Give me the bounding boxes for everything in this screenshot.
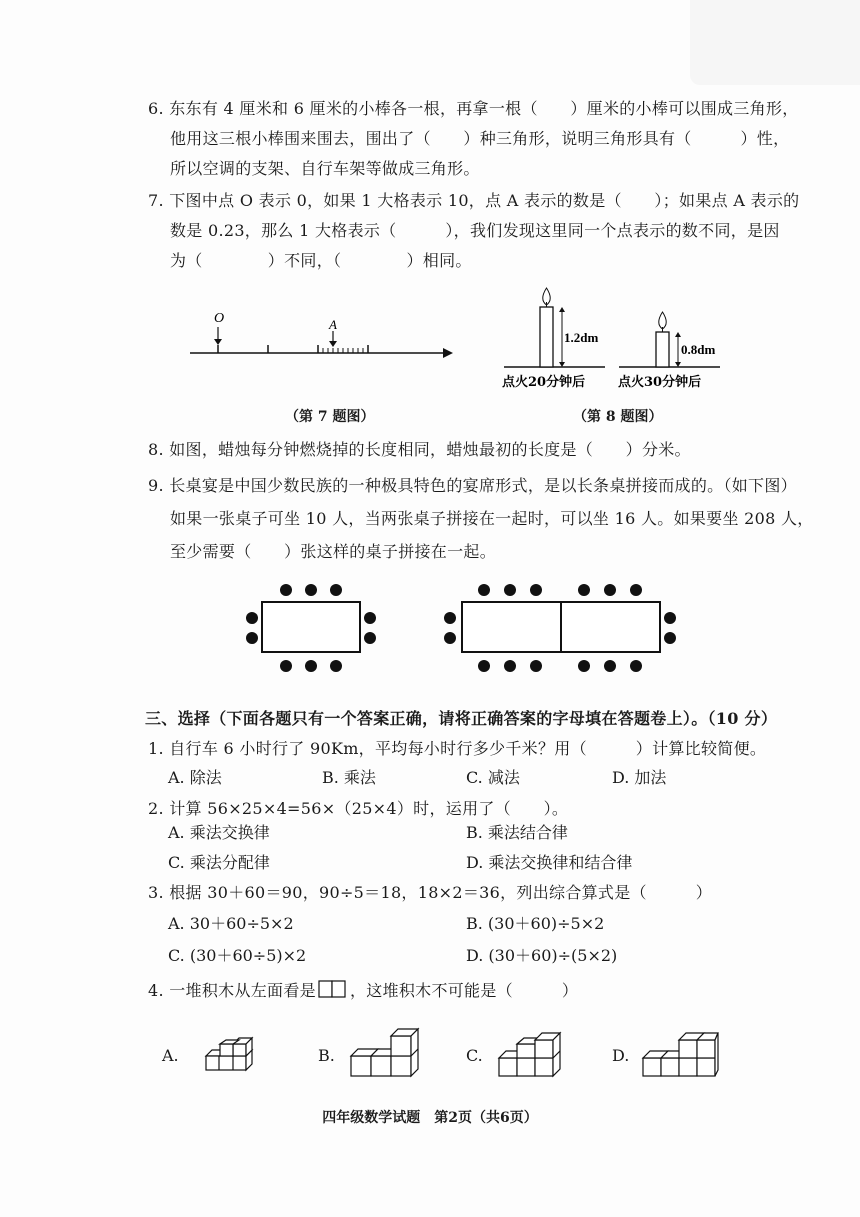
- c3-option-a: A. 30＋60÷5×2: [168, 914, 294, 933]
- c2-option-c: C. 乘法分配律: [168, 853, 270, 872]
- c4-option-b-label: B.: [318, 1046, 335, 1065]
- c4-option-a-label: A.: [162, 1046, 179, 1065]
- number-line-figure: [185, 305, 460, 375]
- q6-line-3: 所以空调的支架、自行车架等做成三角形。: [170, 159, 480, 178]
- c2-stem: 2. 计算 56×25×4=56×（25×4）时，运用了（ ）。: [148, 799, 569, 818]
- c4-option-b-cubes: [348, 1022, 420, 1084]
- q9-line-1: 9. 长桌宴是中国少数民族的一种极具特色的宴席形式，是以长条桌拼接而成的。（如下图）: [148, 476, 797, 495]
- corner-shade: [690, 0, 860, 85]
- q6-line-1: 6. 东东有 4 厘米和 6 厘米的小棒各一根，再拿一根（ ）厘米的小棒可以围成三角形，: [148, 99, 799, 118]
- c2-option-b: B. 乘法结合律: [466, 823, 568, 842]
- c4-option-d-label: D.: [612, 1046, 630, 1065]
- c3-option-b: B. (30＋60)÷5×2: [466, 914, 605, 933]
- c4-option-a-cubes: [203, 1036, 259, 1076]
- candle2-height: 0.8dm: [681, 342, 716, 357]
- c4-option-c-cubes: [496, 1022, 568, 1084]
- candle2-time: 点火30分钟后: [618, 375, 702, 390]
- c4-stem-after: ，这堆积木不可能是（ ）: [349, 981, 579, 1000]
- q7-line-3: 为（ ）不同，（ ）相同。: [170, 251, 472, 270]
- candle1-time: 点火20分钟后: [502, 375, 586, 390]
- c4-stem: [148, 978, 578, 1004]
- c3-stem: 3. 根据 30＋60＝90，90÷5＝18，18×2＝36，列出综合算式是（ ）: [148, 883, 713, 902]
- c1-option-d: D. 加法: [612, 768, 667, 787]
- c1-option-b: B. 乘法: [322, 768, 376, 787]
- point-a-label: A: [329, 317, 337, 332]
- c2-option-d: D. 乘法交换律和结合律: [466, 853, 633, 872]
- c1-option-a: A. 除法: [168, 768, 222, 787]
- c3-option-d: D. (30＋60)÷(5×2): [466, 946, 618, 965]
- c4-option-c-label: C.: [466, 1046, 483, 1065]
- q9-line-3: 至少需要（ ）张这样的桌子拼接在一起。: [170, 542, 497, 561]
- candle-figure: [498, 280, 738, 395]
- q8-line-1: 8. 如图，蜡烛每分钟燃烧掉的长度相同，蜡烛最初的长度是（ ）分米。: [148, 440, 691, 459]
- section-3-title: 三、选择（下面各题只有一个答案正确，请将正确答案的字母填在答题卷上）。（10 分）: [145, 709, 778, 728]
- point-o-label: O: [214, 311, 225, 326]
- candle1-height: 1.2dm: [564, 330, 599, 345]
- q7-line-2: 数是 0.23，那么 1 大格表示（ ），我们发现这里同一个点表示的数不同，是因: [170, 221, 780, 240]
- c1-option-c: C. 减法: [466, 768, 520, 787]
- c3-option-c: C. (30＋60÷5)×2: [168, 946, 307, 965]
- fig7-caption: （第 7 题图）: [285, 409, 375, 425]
- fig8-caption: （第 8 题图）: [573, 409, 663, 425]
- left-view-icon: [318, 977, 348, 1001]
- q9-line-2: 如果一张桌子可坐 10 人，当两张桌子拼接在一起时，可以坐 16 人。如果要坐 208 人，: [170, 509, 814, 528]
- q7-line-1: 7. 下图中点 O 表示 0，如果 1 大格表示 10，点 A 表示的数是（ ）；如果点 A 表示的: [148, 191, 800, 210]
- long-table-figure: [240, 580, 680, 680]
- q6-line-2: 他用这三根小棒围来围去，围出了（ ）种三角形，说明三角形具有（ ）性，: [170, 129, 790, 148]
- c1-stem: 1. 自行车 6 小时行了 90Km，平均每小时行多少千米？用（ ）计算比较简便。: [148, 739, 767, 758]
- c2-option-a: A. 乘法交换律: [168, 823, 270, 842]
- page-footer: 四年级数学试题 第2页（共6页）: [322, 1110, 538, 1126]
- c4-option-d-cubes: [640, 1024, 720, 1084]
- c4-stem-before: 4. 一堆积木从左面看是: [148, 981, 316, 1000]
